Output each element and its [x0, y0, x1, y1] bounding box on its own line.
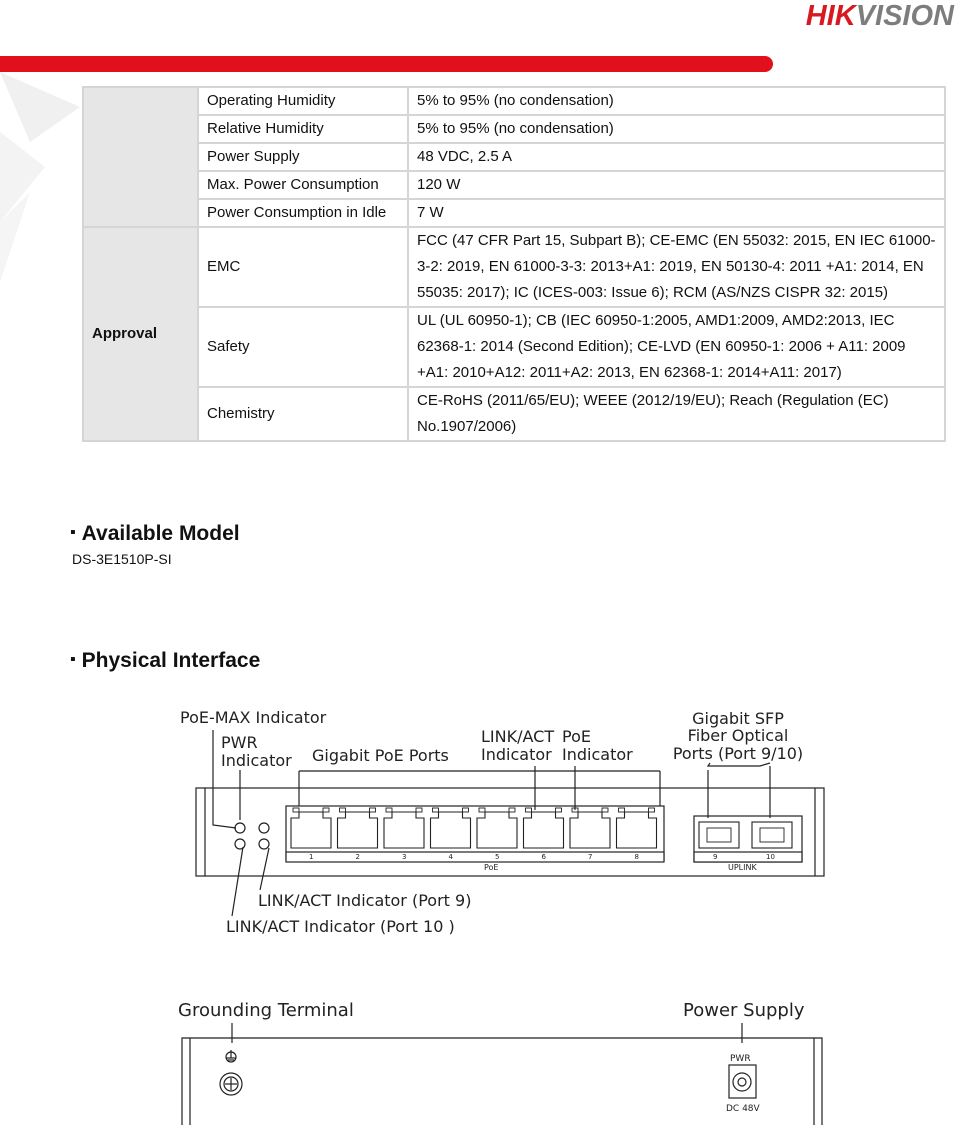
link10-label: LINK/ACT Indicator (Port 10 ): [226, 917, 455, 936]
spec-value: 120 W: [408, 171, 945, 199]
sfp-label-1: Gigabit SFP: [692, 709, 784, 728]
available-model-heading: ▪ Available Model: [70, 522, 240, 545]
port-led: [649, 808, 655, 812]
port-number: 8: [634, 853, 639, 861]
pwr-label-1: PWR: [221, 733, 258, 752]
rj45-port: [524, 812, 564, 848]
poe-max-label: PoE-MAX Indicator: [180, 708, 327, 727]
spec-name: Max. Power Consumption: [198, 171, 408, 199]
physical-interface-heading: ▪ Physical Interface: [70, 649, 261, 672]
sfp-cage: [707, 828, 731, 842]
rj45-port: [431, 812, 471, 848]
port-led: [463, 808, 469, 812]
approval-category: Approval: [83, 227, 198, 441]
port-led: [509, 808, 515, 812]
pwr-label-2: Indicator: [221, 751, 292, 770]
watermark-graphic: [0, 72, 80, 292]
grounding-label: Grounding Terminal: [178, 1000, 354, 1021]
dc-label: DC 48V: [726, 1104, 760, 1114]
port-led: [340, 808, 346, 812]
rear-pwr-label: PWR: [730, 1054, 751, 1064]
linkact-label-2: Indicator: [481, 745, 552, 764]
sfp-port: [699, 822, 739, 848]
port-number: 7: [588, 853, 593, 861]
approval-name: Chemistry: [198, 387, 408, 441]
approval-name: Safety: [198, 307, 408, 387]
link9-label: LINK/ACT Indicator (Port 9): [258, 891, 472, 910]
hikvision-logo: HIKVISION: [805, 0, 954, 32]
sfp-port-number: 9: [713, 853, 718, 861]
uplink-strip-label: UPLINK: [728, 863, 757, 872]
approval-value: FCC (47 CFR Part 15, Subpart B); CE-EMC (EN 55032: 2015, EN IEC 61000-3-2: 2019, EN 61000-3-3: 2013+A1: 2019, EN 50130-4: 2011 +A1: 2014, EN 55035: 2017); IC (ICES-003: Issue 6); RCM (AS/NZS CISPR 32: 2015): [408, 227, 945, 307]
port-led: [433, 808, 439, 812]
approval-name: EMC: [198, 227, 408, 307]
sfp-label-2: Fiber Optical: [687, 726, 789, 745]
port-number: 4: [448, 853, 453, 861]
port-led: [386, 808, 392, 812]
header-red-bar: [0, 56, 773, 72]
port-led: [323, 808, 329, 812]
linkact-label-1: LINK/ACT: [481, 727, 555, 746]
spec-table: [82, 86, 946, 442]
front-panel-diagram: [0, 700, 960, 945]
poe-indicator-label-1: PoE: [562, 727, 591, 746]
spec-value: 7 W: [408, 199, 945, 227]
port-number: 3: [402, 853, 407, 861]
poe-indicator-label-2: Indicator: [562, 745, 633, 764]
port-led: [416, 808, 422, 812]
port-led: [479, 808, 485, 812]
port-led: [556, 808, 562, 812]
poe-strip-label: PoE: [484, 863, 499, 872]
spec-name: Power Supply: [198, 143, 408, 171]
sfp-port-number: 10: [766, 853, 775, 861]
power-supply-label: Power Supply: [683, 1000, 805, 1021]
spec-name: Operating Humidity: [198, 87, 408, 115]
spec-name: Relative Humidity: [198, 115, 408, 143]
spec-name: Power Consumption in Idle: [198, 199, 408, 227]
rear-panel-diagram: [0, 990, 960, 1125]
gigabit-poe-label: Gigabit PoE Ports: [312, 746, 449, 765]
rj45-port: [477, 812, 517, 848]
spec-value: 48 VDC, 2.5 A: [408, 143, 945, 171]
approval-value: CE-RoHS (2011/65/EU); WEEE (2012/19/EU); Reach (Regulation (EC) No.1907/2006): [408, 387, 945, 441]
port-led: [526, 808, 532, 812]
grounding-screw-icon: [220, 1073, 242, 1095]
port-led: [293, 808, 299, 812]
port-number: 1: [309, 853, 314, 861]
port-led: [619, 808, 625, 812]
model-number: DS-3E1510P-SI: [72, 551, 172, 567]
sfp-cage: [760, 828, 784, 842]
spec-value: 5% to 95% (no condensation): [408, 115, 945, 143]
rj45-port: [338, 812, 378, 848]
spec-value: 5% to 95% (no condensation): [408, 87, 945, 115]
power-jack-icon: [729, 1065, 756, 1098]
grounding-symbol-icon: [226, 1050, 236, 1062]
category-cell-blank: [83, 87, 198, 227]
port-number: 6: [541, 853, 546, 861]
port-number: 2: [355, 853, 360, 861]
rj45-port: [291, 812, 331, 848]
rj45-port: [570, 812, 610, 848]
port-led: [602, 808, 608, 812]
rj45-port: [617, 812, 657, 848]
port-led: [370, 808, 376, 812]
sfp-port: [752, 822, 792, 848]
rj45-port: [384, 812, 424, 848]
port-number: 5: [495, 853, 500, 861]
sfp-label-3: Ports (Port 9/10): [672, 744, 804, 763]
approval-value: UL (UL 60950-1); CB (IEC 60950-1:2005, AMD1:2009, AMD2:2013, IEC 62368-1: 2014 (Second Edition); CE-LVD (EN 60950-1: 2006 + A11: 2009 +A1: 2010+A12: 2011+A2: 2013, EN 62368-1: 2014+A11: 2017): [408, 307, 945, 387]
